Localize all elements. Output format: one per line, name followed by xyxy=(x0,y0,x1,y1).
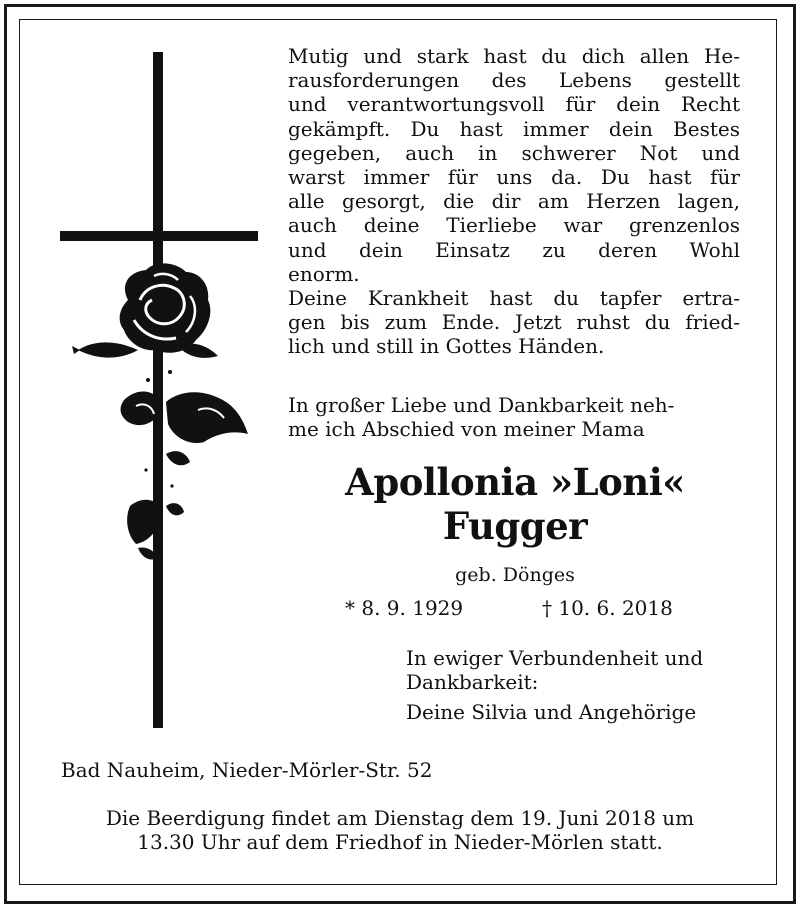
funeral-line: Die Beerdigung findet am Dienstag dem 19. Juni 2018 um xyxy=(105,806,695,830)
birth-date: * 8. 9. 1929 xyxy=(345,596,464,620)
mourners-line: In ewiger Verbundenheit und xyxy=(406,646,704,670)
mourners-signature: Deine Silvia und Angehörige xyxy=(406,700,697,725)
maiden-name: geb. Dönges xyxy=(455,564,575,586)
poem-line: rausforderungen des Lebens gestellt xyxy=(288,68,740,93)
poem-line: gekämpft. Du hast immer dein Bestes xyxy=(288,116,740,141)
deceased-first-name: Apollonia »Loni« xyxy=(345,460,685,504)
poem-line: enorm. xyxy=(288,261,360,286)
poem-line: Deine Krankheit hast du tapfer ertra- xyxy=(288,286,740,311)
mourners-line: Dankbarkeit: xyxy=(406,670,539,695)
mourners-text xyxy=(406,646,746,725)
cross-with-rose-illustration xyxy=(58,50,263,730)
poem-line: gen bis zum Ende. Jetzt ruhst du fried- xyxy=(288,310,740,335)
funeral-info xyxy=(40,806,760,855)
poem-line: Mutig und stark hast du dich allen He- xyxy=(288,44,740,68)
poem-line: auch deine Tierliebe war grenzenlos xyxy=(288,213,740,238)
poem-line: alle gesorgt, die dir am Herzen lagen, xyxy=(288,189,740,214)
poem-line: lich und still in Gottes Händen. xyxy=(288,334,605,359)
death-date: † 10. 6. 2018 xyxy=(542,596,673,620)
poem-line: gegeben, auch in schwerer Not und xyxy=(288,140,740,165)
farewell-text xyxy=(288,393,740,441)
farewell-line: In großer Liebe und Dankbarkeit neh- xyxy=(288,393,675,417)
rose-icon xyxy=(72,263,248,559)
funeral-line: 13.30 Uhr auf dem Friedhof in Nieder-Mörlen statt. xyxy=(137,830,663,855)
deceased-name xyxy=(300,460,730,548)
poem-line: und dein Einsatz zu deren Wohl xyxy=(288,237,740,262)
cross-icon xyxy=(58,50,263,730)
poem-line: und verantwortungsvoll für dein Recht xyxy=(288,92,740,117)
deceased-surname: Fugger xyxy=(442,504,588,548)
farewell-line: me ich Abschied von meiner Mama xyxy=(288,417,645,442)
poem-text xyxy=(288,44,740,359)
poem-line: warst immer für uns da. Du hast für xyxy=(288,165,740,190)
address: Bad Nauheim, Nieder-Mörler-Str. 52 xyxy=(61,758,433,782)
